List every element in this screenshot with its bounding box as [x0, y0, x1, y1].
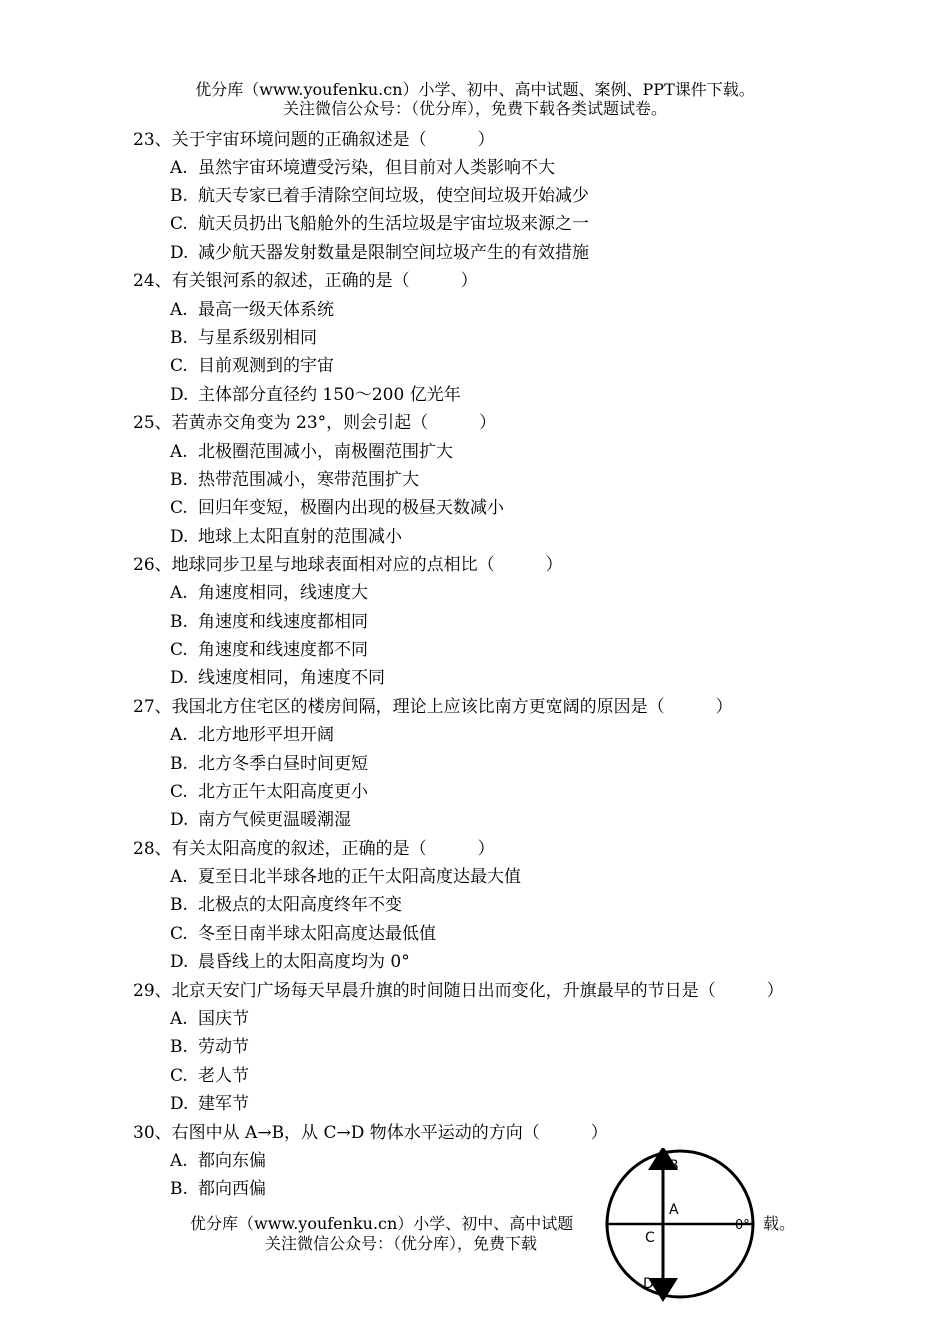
option-text: 主体部分直径约 150～200 亿光年 [198, 385, 461, 405]
option-text: 与星系级别相同 [198, 328, 317, 348]
option-24-c [170, 355, 334, 377]
option-text: 北方正午太阳高度更小 [198, 782, 368, 802]
option-29-c [170, 1065, 249, 1087]
option-letter: B. [170, 1037, 188, 1057]
option-letter: D. [170, 668, 189, 688]
option-letter: C. [170, 1066, 188, 1086]
question-stem: 有关太阳高度的叙述，正确的是（ ） [171, 839, 495, 859]
option-letter: A. [170, 1151, 188, 1171]
option-letter: A. [170, 300, 188, 320]
option-30-a [170, 1150, 266, 1172]
option-letter: C. [170, 214, 188, 234]
question-stem: 有关银河系的叙述，正确的是（ ） [171, 271, 478, 291]
question-stem: 地球同步卫星与地球表面相对应的点相比（ ） [171, 555, 563, 575]
option-text: 都向东偏 [198, 1151, 266, 1171]
option-letter: B. [170, 895, 188, 915]
label-d: D [643, 1276, 654, 1292]
question-stem: 关于宇宙环境问题的正确叙述是（ ） [171, 130, 495, 150]
question-stem: 北京天安门广场每天早晨升旗的时间随日出而变化，升旗最早的节日是（ ） [171, 981, 784, 1001]
option-letter: B. [170, 612, 188, 632]
option-26-d [170, 667, 385, 689]
question-number: 30、 [133, 1123, 172, 1143]
option-letter: D. [170, 385, 189, 405]
option-letter: B. [170, 186, 188, 206]
option-text: 老人节 [198, 1066, 249, 1086]
option-27-d [170, 809, 351, 831]
option-letter: C. [170, 640, 188, 660]
question-25 [133, 412, 496, 434]
option-letter: D. [170, 527, 189, 547]
option-letter: A. [170, 158, 188, 178]
option-text: 虽然宇宙环境遭受污染，但目前对人类影响不大 [198, 158, 555, 178]
option-text: 最高一级天体系统 [198, 300, 334, 320]
option-letter: A. [170, 725, 188, 745]
option-28-d [170, 951, 410, 973]
question-number: 26、 [133, 555, 172, 575]
option-24-a [170, 299, 334, 321]
option-text: 夏至日北半球各地的正午太阳高度达最大值 [198, 867, 521, 887]
option-letter: D. [170, 1094, 189, 1114]
option-text: 回归年变短，极圈内出现的极昼天数减小 [198, 498, 504, 518]
option-letter: A. [170, 867, 188, 887]
option-text: 地球上太阳直射的范围减小 [198, 527, 402, 547]
option-text: 减少航天器发射数量是限制空间垃圾产生的有效措施 [198, 243, 589, 263]
option-text: 航天员扔出飞船舱外的生活垃圾是宇宙垃圾来源之一 [198, 214, 589, 234]
question-number: 28、 [133, 839, 172, 859]
option-text: 都向西偏 [198, 1179, 266, 1199]
question-number: 29、 [133, 981, 172, 1001]
question-number: 27、 [133, 697, 172, 717]
label-a: A [669, 1202, 679, 1218]
option-letter: D. [170, 810, 189, 830]
question-23 [133, 129, 495, 151]
option-text: 航天专家已着手清除空间垃圾，使空间垃圾开始减少 [198, 186, 589, 206]
option-27-b [170, 753, 368, 775]
option-text: 线速度相同，角速度不同 [198, 668, 385, 688]
option-text: 北极圈范围减小，南极圈范围扩大 [198, 442, 453, 462]
option-24-b [170, 327, 317, 349]
option-text: 晨昏线上的太阳高度均为 0° [198, 952, 410, 972]
option-letter: C. [170, 782, 188, 802]
option-26-c [170, 639, 368, 661]
option-letter: B. [170, 754, 188, 774]
question-27 [133, 696, 733, 718]
question-stem: 右图中从 A→B，从 C→D 物体水平运动的方向（ ） [171, 1123, 608, 1143]
option-23-a [170, 157, 555, 179]
option-28-c [170, 923, 436, 945]
option-letter: C. [170, 356, 188, 376]
option-text: 劳动节 [198, 1037, 249, 1057]
question-number: 25、 [133, 413, 172, 433]
option-text: 北极点的太阳高度终年不变 [198, 895, 402, 915]
option-25-b [170, 469, 419, 491]
option-text: 北方地形平坦开阔 [198, 725, 334, 745]
question-30 [133, 1122, 608, 1144]
option-letter: A. [170, 442, 188, 462]
option-text: 北方冬季白昼时间更短 [198, 754, 368, 774]
option-26-b [170, 611, 368, 633]
footer-line-1: 优分库（www.youfenku.cn）小学、初中、高中试题 [190, 1214, 574, 1233]
option-letter: B. [170, 470, 188, 490]
option-letter: C. [170, 498, 188, 518]
question-28 [133, 838, 495, 860]
option-27-a [170, 724, 334, 746]
option-23-c [170, 213, 589, 235]
label-b: B [669, 1158, 679, 1174]
option-27-c [170, 781, 368, 803]
option-text: 目前观测到的宇宙 [198, 356, 334, 376]
option-text: 建军节 [198, 1094, 249, 1114]
option-23-b [170, 185, 589, 207]
option-29-b [170, 1036, 249, 1058]
option-28-a [170, 866, 521, 888]
option-25-d [170, 526, 402, 548]
question-24 [133, 270, 478, 292]
option-23-d [170, 242, 589, 264]
option-letter: C. [170, 924, 188, 944]
label-c: C [645, 1230, 655, 1246]
option-25-a [170, 441, 453, 463]
option-text: 南方气候更温暖潮湿 [198, 810, 351, 830]
option-letter: B. [170, 328, 188, 348]
option-letter: A. [170, 583, 188, 603]
footer-line-1-tail: 载。 [763, 1214, 796, 1233]
question-number: 24、 [133, 271, 172, 291]
option-text: 国庆节 [198, 1009, 249, 1029]
option-letter: B. [170, 1179, 188, 1199]
option-text: 冬至日南半球太阳高度达最低值 [198, 924, 436, 944]
label-equator: 0° [735, 1218, 750, 1233]
option-text: 角速度和线速度都不同 [198, 640, 368, 660]
earth-deflection-diagram [585, 1148, 775, 1338]
question-stem: 我国北方住宅区的楼房间隔，理论上应该比南方更宽阔的原因是（ ） [171, 697, 733, 717]
option-letter: A. [170, 1009, 188, 1029]
question-number: 23、 [133, 130, 172, 150]
option-text: 角速度相同，线速度大 [198, 583, 368, 603]
option-text: 热带范围减小，寒带范围扩大 [198, 470, 419, 490]
option-26-a [170, 582, 368, 604]
header-line-1: 优分库（www.youfenku.cn）小学、初中、高中试题、案例、PPT课件下载。 [195, 80, 755, 99]
option-28-b [170, 894, 402, 916]
option-letter: D. [170, 952, 189, 972]
question-29 [133, 980, 784, 1002]
option-text: 角速度和线速度都相同 [198, 612, 368, 632]
option-30-b [170, 1178, 266, 1200]
question-stem: 若黄赤交角变为 23°，则会引起（ ） [171, 413, 497, 433]
option-letter: D. [170, 243, 189, 263]
option-29-a [170, 1008, 249, 1030]
question-26 [133, 554, 563, 576]
option-29-d [170, 1093, 249, 1115]
header-line-2: 关注微信公众号：（优分库），免费下载各类试题试卷。 [282, 99, 667, 118]
option-25-c [170, 497, 504, 519]
footer-line-2: 关注微信公众号：（优分库），免费下载 [265, 1234, 538, 1253]
option-24-d [170, 384, 461, 406]
